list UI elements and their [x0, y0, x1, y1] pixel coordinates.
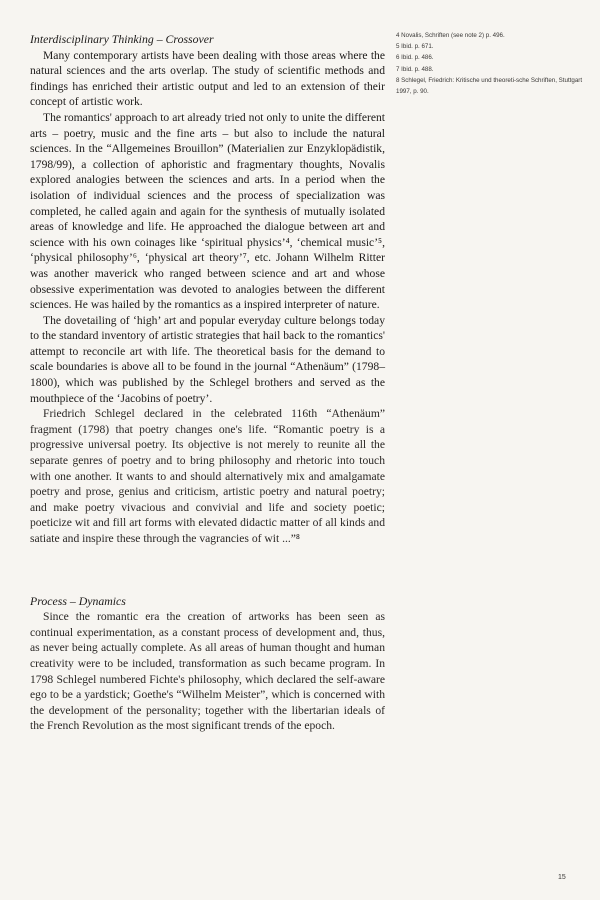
page-number: 15 [558, 874, 566, 881]
paragraph: The romantics' approach to art already tried not only to unite the different arts – poetry, music and the fine arts – but also to include the natural sciences. In the “Allgemeines Brouillon” (Materialien zur Enzyklopädistik, 1798/99), a collection of aphoristic and fragmentary thoughts, Novalis explored analogies between the sciences and arts. In a period when the isolation of individual sciences and the process of specialization was completed, he called again and again for the synthesis of mutually isolated areas of knowledge and life. He approached the dialogue between art and science with his own coinages like ‘spiritual physics’⁴, ‘chemical music’⁵, ‘physical philosophy’⁶, ‘physical art theory’⁷, etc. Johann Wilhelm Ritter was another maverick who ranged between science and art and whose obsessive experimentation was devoted to analogies between the different sciences. He was hailed by the romantics as a inspired interpreter of nature. [30, 110, 385, 312]
footnotes-column [396, 30, 586, 97]
paragraph: The dovetailing of ‘high’ art and popular everyday culture belongs today to the standard inventory of artistic strategies that hail back to the romantics' attempt to reconcile art with life. The theoretical basis for the demand to scale boundaries is above all to be found in the journal “Athenäum” (1798–1800), which was published by the Schlegel brothers and served as the mouthpiece of the ‘Jacobins of poetry’. [30, 313, 385, 405]
footnote-7: 7 Ibid. p. 488. [396, 65, 434, 73]
footnote-4: 4 Novalis, Schriften (see note 2) p. 496. [396, 32, 505, 39]
main-text-column [30, 32, 385, 734]
footnote-6: 6 Ibid. p. 486. [396, 54, 434, 62]
paragraph: Many contemporary artists have been dealing with those areas where the natural sciences and the arts overlap. The study of scientific methods and findings has enriched their artistic output and led to an extension of their concept of artistic work. [30, 48, 385, 109]
footnote-8: 8 Schlegel, Friedrich: Kritische und theoreti-sche Schriften, Stuttgart 1997, p. 90. [396, 76, 583, 96]
footnote-5: 5 Ibid. p. 671. [396, 43, 434, 51]
section-heading-dynamics: Process – Dynamics [30, 593, 126, 608]
paragraph: Since the romantic era the creation of artworks has been seen as continual experimentation, as a constant process of development and, thus, as never being actually complete. As all areas of human thought and human creativity were to be included, transformation as such became program. In 1798 Schlegel numbered Fichte's philosophy, which declared the self-aware ego to be a yardstick; Goethe's “Wilhelm Meister”, which is concerned with the development of the personality; together with the libertarian ideals of the French Revolution as the most significant trends of the epoch. [30, 610, 385, 733]
section-heading-crossover: Interdisciplinary Thinking – Crossover [30, 32, 214, 46]
paragraph: Friedrich Schlegel declared in the celebrated 116th “Athenäum” fragment (1798) that poetry changes one's life. “Romantic poetry is a progressive universal poetry. Its objective is not merely to reunite all the separate genres of poetry and to bring philosophy and rhetoric into touch with one another. It wants to and should alternatively mix and amalgamate poetry and prose, genius and criticism, artistic poetry and natural poetry; and make poetry vivacious and convivial and life and society poetic; poeticize wit and fill art forms with elevated didactic matter of all kinds and satiate and inspire these through the vagrancies of wit ...”⁸ [30, 407, 385, 545]
